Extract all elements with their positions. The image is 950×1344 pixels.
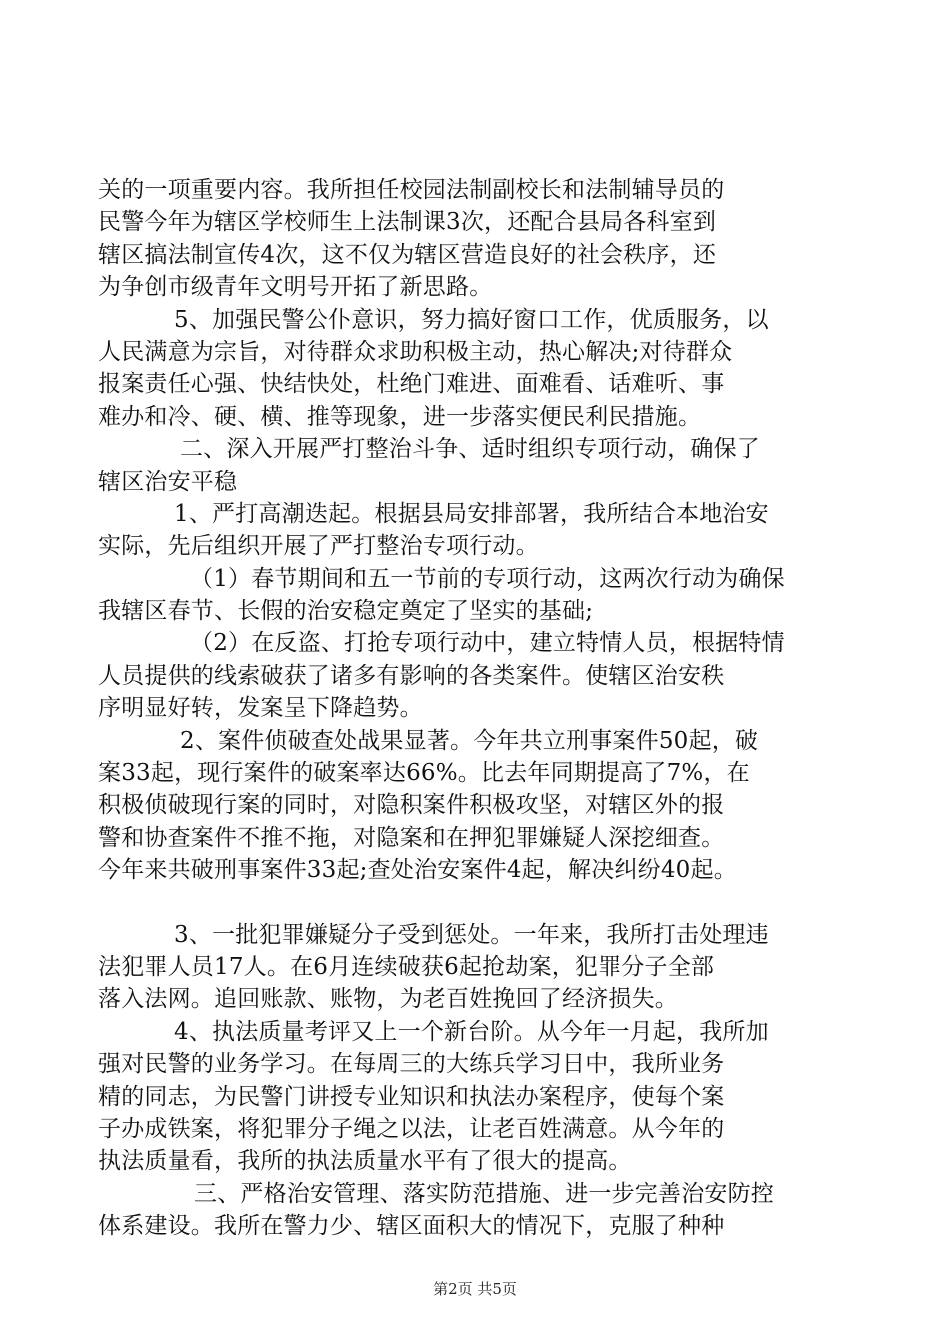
text-line: 子办成铁案，将犯罪分子绳之以法，让老百姓满意。从今年的 bbox=[98, 1115, 725, 1142]
text-line: 精的同志，为民警门讲授专业知识和执法办案程序，使每个案 bbox=[98, 1083, 725, 1110]
text-line: 序明显好转，发案呈下降趋势。 bbox=[98, 695, 423, 722]
text-line: 关的一项重要内容。我所担任校园法制副校长和法制辅导员的 bbox=[98, 177, 725, 203]
text-line: 2、案件侦破查处战果显著。今年共立刑事案件50起，破 bbox=[180, 727, 759, 754]
section-heading-line: 二、深入开展严打整治斗争、适时组织专项行动，确保了 bbox=[180, 436, 760, 463]
text-line: 体系建设。我所在警力少、辖区面积大的情况下，克服了种种 bbox=[98, 1213, 725, 1240]
text-line: 为争创市级青年文明号开拓了新思路。 bbox=[98, 274, 493, 301]
text-line: 我辖区春节、长假的治安稳定奠定了坚实的基础; bbox=[98, 598, 594, 625]
text-line: 案33起，现行案件的破案率达66%。比去年同期提高了7%，在 bbox=[98, 760, 750, 787]
text-line: 强对民警的业务学习。在每周三的大练兵学习日中，我所业务 bbox=[98, 1051, 725, 1078]
text-line: 4、执法质量考评又上一个新台阶。从今年一月起，我所加 bbox=[174, 1018, 769, 1045]
text-line: 人员提供的线索破获了诸多有影响的各类案件。使辖区治安秩 bbox=[98, 662, 725, 689]
text-line: 今年来共破刑事案件33起;查处治安案件4起，解决纠纷40起。 bbox=[98, 857, 737, 884]
text-line: 执法质量看，我所的执法质量水平有了很大的提高。 bbox=[98, 1148, 632, 1175]
text-line: （1）春节期间和五一节前的专项行动，这两次行动为确保 bbox=[190, 565, 785, 592]
document-body bbox=[98, 174, 858, 1243]
text-line: （2）在反盗、打抢专项行动中，建立特情人员，根据特情 bbox=[190, 630, 785, 657]
text-line: 辖区搞法制宣传4次，这不仅为辖区营造良好的社会秩序，还 bbox=[98, 241, 717, 268]
text-line: 民警今年为辖区学校师生上法制课3次，还配合县局各科室到 bbox=[98, 209, 717, 236]
text-line: 警和协查案件不推不拖，对隐案和在押犯罪嫌疑人深挖细查。 bbox=[98, 824, 725, 851]
text-line: 报案责任心强、快结快处，杜绝门难进、面难看、话难听、事 bbox=[98, 371, 725, 398]
text-line: 实际，先后组织开展了严打整治专项行动。 bbox=[98, 533, 539, 560]
page-footer bbox=[0, 1279, 950, 1299]
text-line: 5、加强民警公仆意识，努力搞好窗口工作，优质服务，以 bbox=[174, 306, 769, 333]
text-line: 3、一批犯罪嫌疑分子受到惩处。一年来，我所打击处理违 bbox=[174, 921, 769, 948]
page-indicator: 第2页 共5页 bbox=[433, 1280, 517, 1298]
text-line: 难办和冷、硬、横、推等现象，进一步落实便民利民措施。 bbox=[98, 403, 702, 430]
text-line: 人民满意为宗旨，对待群众求助积极主动，热心解决;对待群众 bbox=[98, 338, 733, 365]
text-line: 落入法网。追回账款、账物，为老百姓挽回了经济损失。 bbox=[98, 986, 678, 1013]
section-heading-line: 三、严格治安管理、落实防范措施、进一步完善治安防控 bbox=[194, 1180, 774, 1207]
text-line: 法犯罪人员17人。在6月连续破获6起抢劫案，犯罪分子全部 bbox=[98, 953, 715, 980]
text-line: 积极侦破现行案的同时，对隐积案件积极攻坚，对辖区外的报 bbox=[98, 792, 725, 819]
paragraph-gap bbox=[98, 887, 858, 919]
section-heading-line: 辖区治安平稳 bbox=[98, 468, 238, 495]
text-line: 1、严打高潮迭起。根据县局安排部署，我所结合本地治安 bbox=[174, 500, 769, 527]
